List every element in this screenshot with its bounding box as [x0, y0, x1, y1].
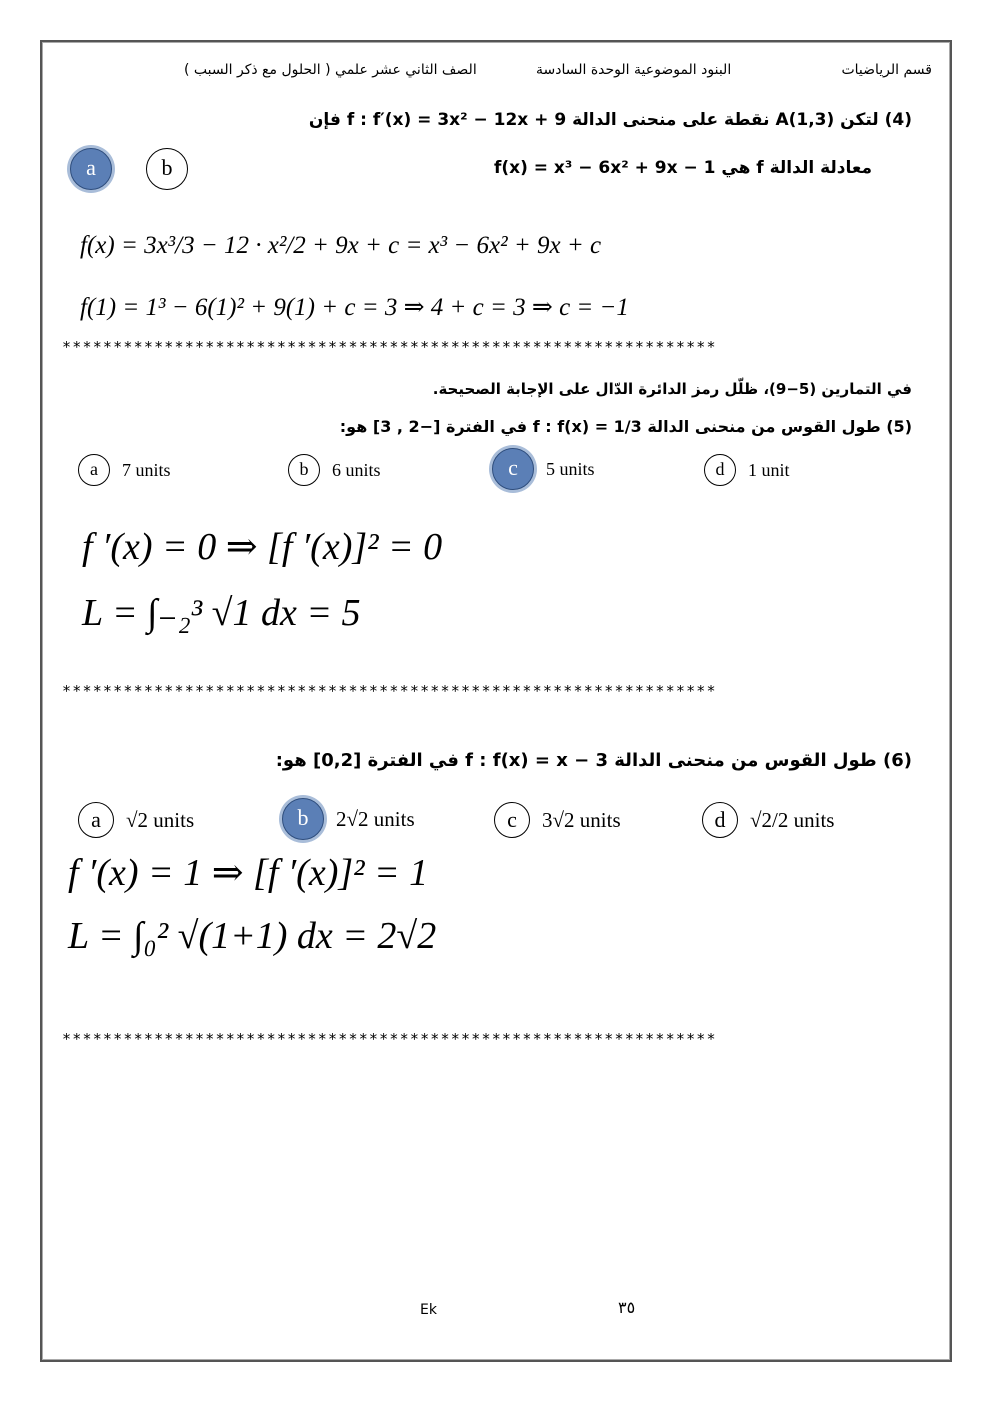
- option-circle-d[interactable]: d: [702, 802, 738, 838]
- header-department: قسم الرياضيات: [841, 62, 932, 78]
- page-number: ٣٥: [618, 1298, 636, 1317]
- q6-solution-line-1: f ′(x) = 1 ⇒ [f ′(x)]² = 1: [68, 852, 429, 894]
- q6-option-d[interactable]: [702, 802, 834, 838]
- q5-option-b[interactable]: [288, 454, 381, 486]
- option-circle-a[interactable]: a: [78, 802, 114, 838]
- q4-option-a[interactable]: [70, 148, 112, 190]
- header-unit: البنود الموضوعية الوحدة السادسة: [536, 62, 732, 78]
- instructions: في التمارين (5−9)، ظلّل رمز الدائرة الدّال على الإجابة الصحيحة.: [432, 380, 912, 398]
- q5-solution-line-2: L = ∫₋₂³ √1 dx = 5: [82, 592, 361, 634]
- q5-option-c[interactable]: [492, 448, 595, 490]
- option-label-d: √2/2 units: [750, 807, 835, 832]
- option-circle-d[interactable]: d: [704, 454, 736, 486]
- option-circle-a[interactable]: a: [70, 148, 112, 190]
- q5-option-d[interactable]: [704, 454, 790, 486]
- option-circle-b[interactable]: b: [288, 454, 320, 486]
- q4-solution-line-1: f(x) = 3x³/3 − 12 · x²/2 + 9x + c = x³ − 6x² + 9x + c: [80, 232, 602, 259]
- option-circle-b[interactable]: b: [146, 148, 188, 190]
- option-label-b: 6 units: [332, 459, 381, 480]
- q4-solution-line-2: f(1) = 1³ − 6(1)² + 9(1) + c = 3 ⇒ 4 + c = 3 ⇒ c = −1: [80, 294, 629, 321]
- separator-2: ****************************************************************: [62, 682, 717, 700]
- q6-option-b[interactable]: [282, 798, 415, 840]
- footer-author: Ek: [420, 1302, 437, 1318]
- option-label-a: 7 units: [122, 459, 171, 480]
- q6-option-c[interactable]: [494, 802, 621, 838]
- separator-1: ****************************************************************: [62, 338, 717, 356]
- q5-solution-line-1: f ′(x) = 0 ⇒ [f ′(x)]² = 0: [82, 526, 443, 568]
- option-circle-c[interactable]: c: [494, 802, 530, 838]
- option-circle-a[interactable]: a: [78, 454, 110, 486]
- q4-answer-statement: معادلة الدالة f هي f(x) = x³ − 6x² + 9x − 1: [493, 158, 872, 178]
- q6-option-a[interactable]: [78, 802, 194, 838]
- option-label-c: 3√2 units: [542, 807, 621, 832]
- header-grade: الصف الثاني عشر علمي ( الحلول مع ذكر السبب ): [184, 62, 477, 78]
- q5-statement: (5) طول القوس من منحنى الدالة f : f(x) = 1/3 في الفترة [−2 , 3] هو:: [339, 417, 912, 436]
- option-label-d: 1 unit: [748, 459, 790, 480]
- q6-solution-line-2: L = ∫₀² √(1+1) dx = 2√2: [68, 915, 437, 957]
- option-label-a: √2 units: [126, 807, 195, 832]
- q4-statement: (4) لتكن A(1,3) نقطة على منحنى الدالة f : f′(x) = 3x² − 12x + 9 فإن: [308, 110, 912, 130]
- separator-3: ****************************************************************: [62, 1030, 717, 1048]
- option-label-c: 5 units: [546, 458, 595, 479]
- q6-statement: (6) طول القوس من منحنى الدالة f : f(x) = x − 3 في الفترة [0,2] هو:: [275, 750, 912, 771]
- q5-option-a[interactable]: [78, 454, 171, 486]
- q4-option-b[interactable]: [146, 148, 188, 190]
- option-label-b: 2√2 units: [336, 806, 415, 831]
- option-circle-c[interactable]: c: [492, 448, 534, 490]
- option-circle-b[interactable]: b: [282, 798, 324, 840]
